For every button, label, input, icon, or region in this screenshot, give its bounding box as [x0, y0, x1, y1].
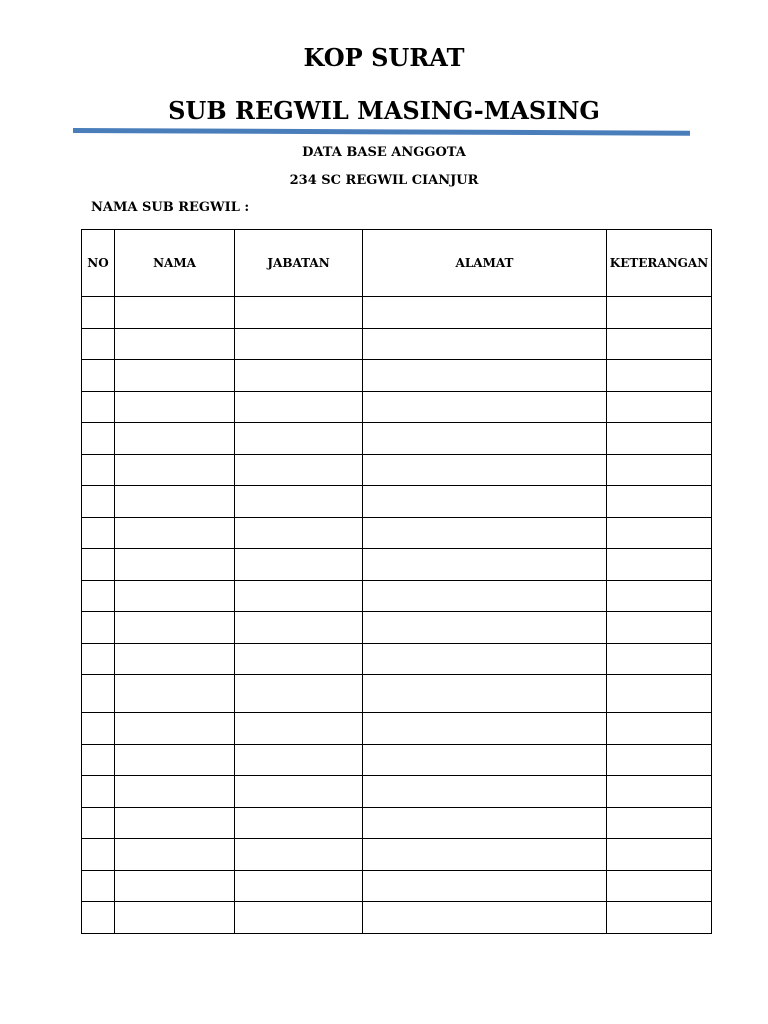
table-cell-keterangan	[607, 807, 712, 839]
table-cell-nama	[115, 713, 235, 745]
table-cell-nama	[115, 549, 235, 581]
table-cell-jabatan	[235, 454, 363, 486]
table-cell-nama	[115, 807, 235, 839]
letterhead-title: KOP SURAT	[303, 43, 465, 72]
table-cell-alamat	[363, 902, 607, 934]
table-row	[82, 297, 712, 329]
table-cell-no	[82, 776, 115, 808]
table-cell-jabatan	[235, 744, 363, 776]
letterhead-divider	[73, 128, 690, 136]
table-cell-keterangan	[607, 776, 712, 808]
table-row	[82, 713, 712, 745]
table-cell-keterangan	[607, 297, 712, 329]
table-cell-jabatan	[235, 391, 363, 423]
table-cell-keterangan	[607, 643, 712, 675]
table-cell-alamat	[363, 391, 607, 423]
table-row	[82, 517, 712, 549]
table-cell-jabatan	[235, 807, 363, 839]
table-cell-no	[82, 807, 115, 839]
table-cell-alamat	[363, 580, 607, 612]
table-row	[82, 675, 712, 713]
table-row	[82, 549, 712, 581]
column-header-jabatan: JABATAN	[235, 230, 363, 297]
table-cell-nama	[115, 902, 235, 934]
table-cell-keterangan	[607, 675, 712, 713]
table-cell-no	[82, 612, 115, 644]
table-cell-keterangan	[607, 580, 712, 612]
table-cell-nama	[115, 744, 235, 776]
table-cell-no	[82, 902, 115, 934]
table-cell-nama	[115, 870, 235, 902]
table-cell-jabatan	[235, 328, 363, 360]
table-cell-alamat	[363, 675, 607, 713]
table-row	[82, 454, 712, 486]
table-cell-no	[82, 713, 115, 745]
table-cell-keterangan	[607, 454, 712, 486]
table-cell-no	[82, 643, 115, 675]
table-row	[82, 328, 712, 360]
table-row	[82, 870, 712, 902]
table-row	[82, 486, 712, 518]
table-cell-nama	[115, 360, 235, 392]
table-cell-alamat	[363, 486, 607, 518]
table-cell-jabatan	[235, 902, 363, 934]
table-cell-nama	[115, 612, 235, 644]
column-header-keterangan: KETERANGAN	[607, 230, 712, 297]
table-cell-nama	[115, 776, 235, 808]
table-cell-no	[82, 297, 115, 329]
table-cell-jabatan	[235, 549, 363, 581]
table-cell-keterangan	[607, 549, 712, 581]
column-header-no: NO	[82, 230, 115, 297]
table-cell-nama	[115, 454, 235, 486]
table-cell-alamat	[363, 454, 607, 486]
table-cell-no	[82, 486, 115, 518]
table-row	[82, 807, 712, 839]
table-cell-jabatan	[235, 870, 363, 902]
table-cell-no	[82, 839, 115, 871]
table-cell-alamat	[363, 612, 607, 644]
table-cell-jabatan	[235, 713, 363, 745]
table-row	[82, 612, 712, 644]
table-cell-jabatan	[235, 612, 363, 644]
table-cell-keterangan	[607, 744, 712, 776]
table-header-row	[82, 230, 712, 297]
table-cell-jabatan	[235, 580, 363, 612]
table-cell-keterangan	[607, 902, 712, 934]
table-row	[82, 580, 712, 612]
table-cell-keterangan	[607, 391, 712, 423]
table-cell-nama	[115, 517, 235, 549]
table-cell-nama	[115, 297, 235, 329]
table-cell-keterangan	[607, 486, 712, 518]
table-cell-jabatan	[235, 517, 363, 549]
table-row	[82, 902, 712, 934]
table-cell-alamat	[363, 517, 607, 549]
table-cell-nama	[115, 675, 235, 713]
table-cell-nama	[115, 839, 235, 871]
table-cell-nama	[115, 580, 235, 612]
table-cell-nama	[115, 486, 235, 518]
table-cell-alamat	[363, 549, 607, 581]
table-cell-no	[82, 454, 115, 486]
table-cell-alamat	[363, 297, 607, 329]
table-row	[82, 744, 712, 776]
table-cell-alamat	[363, 776, 607, 808]
table-cell-alamat	[363, 643, 607, 675]
table-row	[82, 776, 712, 808]
table-cell-alamat	[363, 807, 607, 839]
table-cell-no	[82, 870, 115, 902]
table-cell-no	[82, 360, 115, 392]
document-subheading: 234 SC REGWIL CIANJUR	[289, 173, 479, 188]
table-cell-nama	[115, 423, 235, 455]
table-cell-keterangan	[607, 328, 712, 360]
table-cell-alamat	[363, 744, 607, 776]
table-cell-alamat	[363, 360, 607, 392]
table-cell-keterangan	[607, 713, 712, 745]
column-header-alamat: ALAMAT	[363, 230, 607, 297]
table-cell-keterangan	[607, 517, 712, 549]
member-table	[81, 229, 712, 934]
table-cell-no	[82, 675, 115, 713]
table-row	[82, 391, 712, 423]
table-cell-jabatan	[235, 776, 363, 808]
table-cell-no	[82, 744, 115, 776]
table-cell-keterangan	[607, 612, 712, 644]
table-cell-keterangan	[607, 423, 712, 455]
table-cell-no	[82, 391, 115, 423]
table-cell-jabatan	[235, 486, 363, 518]
table-cell-no	[82, 549, 115, 581]
table-cell-no	[82, 517, 115, 549]
table-cell-no	[82, 328, 115, 360]
table-cell-alamat	[363, 839, 607, 871]
table-row	[82, 423, 712, 455]
table-cell-jabatan	[235, 360, 363, 392]
column-header-nama: NAMA	[115, 230, 235, 297]
table-cell-no	[82, 580, 115, 612]
table-cell-keterangan	[607, 870, 712, 902]
table-body	[82, 297, 712, 934]
table-cell-no	[82, 423, 115, 455]
table-cell-alamat	[363, 870, 607, 902]
table-cell-keterangan	[607, 360, 712, 392]
table-cell-jabatan	[235, 675, 363, 713]
table-cell-jabatan	[235, 423, 363, 455]
table-cell-jabatan	[235, 839, 363, 871]
table-row	[82, 360, 712, 392]
letterhead-subtitle: SUB REGWIL MASING-MASING	[168, 96, 600, 125]
table-cell-alamat	[363, 423, 607, 455]
table-cell-nama	[115, 391, 235, 423]
table-cell-nama	[115, 328, 235, 360]
table-cell-alamat	[363, 328, 607, 360]
table-row	[82, 643, 712, 675]
sub-regwil-name-label: NAMA SUB REGWIL :	[91, 200, 250, 215]
document-heading: DATA BASE ANGGOTA	[302, 145, 466, 160]
table-cell-keterangan	[607, 839, 712, 871]
table-cell-jabatan	[235, 297, 363, 329]
table-cell-alamat	[363, 713, 607, 745]
table-cell-nama	[115, 643, 235, 675]
table-row	[82, 839, 712, 871]
table-cell-jabatan	[235, 643, 363, 675]
